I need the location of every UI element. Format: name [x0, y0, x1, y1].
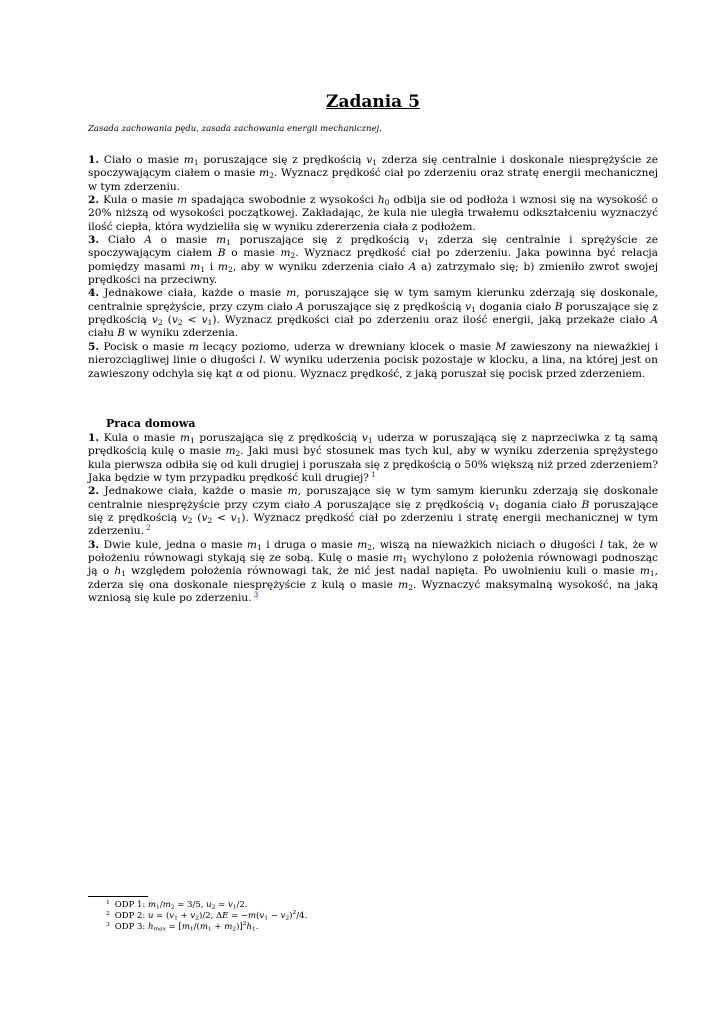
task-text: Pocisk o masie m lecący poziomo, uderza w drewniany klocek o masie M zawieszony na nieważkiej i nierozciągliwej linie o długości l. W wyniku uderzenia pocisk pozostaje w klocku, a lina, na której jest on zawieszony odchyla się kąt α od pionu. Wyznacz prędkość, z jaką poruszał się pocisk przed zderzeniem. [88, 340, 658, 380]
task-1 [88, 154, 658, 194]
page-title: Zadania 5 [326, 92, 420, 112]
task-number: 3. [88, 234, 100, 247]
homework-task-number: 2. [88, 485, 100, 498]
footnote-mark: 3 [106, 921, 110, 929]
task-number: 5. [88, 340, 100, 353]
task-list [88, 154, 658, 381]
task-text: Ciało A o masie $m_1$ poruszające się z prędkością $v_1$ zderza się centralnie i sprężyście ze spoczywającym ciałem B o masie $m_2$. Wyznacz prędkość ciał po zderzeniu. Jaka powinna być relacja pomiędzy masami $m_1$ i $m_2$, aby w wyniku zderzenia ciało A a) zatrzymało się; b) zmieniło zwrot swojej prędkości na przeciwny. [88, 234, 659, 287]
homework-heading: Praca domowa [106, 416, 196, 430]
footnote [106, 911, 658, 922]
task-text: Kula o masie m spadająca swobodnie z wysokości $h_0$ odbija sie od podłoża i wznosi się na wysokość o 20% niższą od wysokości początkowej. Zakładając, że kula nie uległa trwałemu odkształceniu wyznaczyć ilość ciepła, która wydzieliła się w wyniku zdererzenia ciała z podłożem. [88, 194, 658, 233]
footnote [106, 900, 658, 911]
footnote [106, 922, 658, 933]
task-3 [88, 234, 658, 287]
homework-task-1 [88, 432, 658, 485]
homework-task-text: Kula o masie $m_1$ poruszająca się z prędkością $v_1$ uderza w poruszającą się z naprzeciwka z tą samą prędkością kulę o masie $m_2$. Jaki musi być stosunek mas tych kul, aby w wyniku zderzenia sprężystego kula pierwsza odbiła się od kuli drugiej i poruszała się z prędkością o 50% większą niż przed zderzeniem? Jaka będzie w tym przypadku prędkość kuli drugiej? [88, 431, 658, 484]
task-4 [88, 287, 658, 340]
task-number: 4. [88, 287, 100, 300]
footnote-link[interactable]: 2 [145, 523, 151, 533]
footnote-text: ODP 2: $u = (v_1 + v_2)/2$, $\Delta E = -m(v_1 - v_2)^2/4$. [114, 909, 308, 922]
task-2 [88, 194, 658, 234]
footnote-mark: 2 [106, 910, 110, 918]
task-number: 1. [88, 154, 100, 166]
footnote-rule [88, 896, 148, 897]
footnote-mark: 1 [106, 899, 110, 907]
document-page [88, 92, 658, 605]
task-text: Jednakowe ciała, każde o masie m, poruszające się w tym samym kierunku zderzają się doskonale, centralnie sprężyście, przy czym ciało A poruszające się z prędkością $v_1$ dogania ciało B poruszające się z prędkością $v_2$ $(v_2 < v_1)$. Wyznacz prędkości ciał po zderzeniu oraz ilość energii, jaką przekaże ciało A ciału B w wyniku zderzenia. [88, 287, 658, 340]
homework-task-number: 1. [88, 431, 100, 444]
page-subtitle: Zasada zachowania pędu, zasada zachowania energii mechanicznej. [88, 124, 382, 134]
footnote-link[interactable]: 1 [370, 469, 376, 479]
homework-task-2 [88, 485, 658, 538]
homework-task-number: 3. [88, 538, 100, 551]
task-number: 2. [88, 194, 100, 207]
footnote-text: ODP 3: $h_{max} = [m_1/(m_1 + m_2)]^2h_1$. [114, 920, 259, 933]
homework-task-text: Jednakowe ciała, każde o masie m, poruszające się w tym samym kierunku zderzają się doskonale centralnie niesprężyście przy czym ciało A poruszające się z prędkością $v_1$ dogania ciało B poruszające się z prędkością $v_2$ $(v_2 < v_1)$. Wyznacz prędkość ciał po zderzeniu i stratę energii mechanicznej w tym zderzeniu. [88, 485, 659, 538]
homework-list [88, 432, 658, 605]
footnote-link[interactable]: 3 [253, 589, 259, 599]
footnote-list [88, 900, 658, 933]
footnotes [88, 896, 658, 933]
homework-task-text: Dwie kule, jedna o masie $m_1$ i druga o masie $m_2$, wiszą na nieważkich niciach o długości l tak, że w położeniu równowagi stykają się ze sobą. Kulę o masie $m_1$ wychylono z położenia równowagi podnosząc ją o $h_1$ względem położenia równowagi tak, że nić jest nadal napięta. Po uwolnieniu kuli o masie $m_1$, zderza się ona doskonale niesprężyście z kulą o masie $m_2$. Wyznaczyć maksymalną wysokość, na jaką wzniosą się kule po zderzeniu. [88, 538, 659, 604]
task-5 [88, 341, 658, 381]
homework-task-3 [88, 539, 658, 606]
footnote-text: ODP 1: $m_1/m_2 = 3/5$, $u_2 = v_1/2$. [114, 900, 248, 911]
task-text: Ciało o masie $m_1$ poruszające się z prędkością $v_1$ zderza się centralnie i doskonale niesprężyście ze spoczywającym ciałem o masie $m_2$. Wyznacz prędkość ciał po zderzeniu oraz stratę energii mechanicznej w tym zderzeniu. [88, 154, 658, 193]
